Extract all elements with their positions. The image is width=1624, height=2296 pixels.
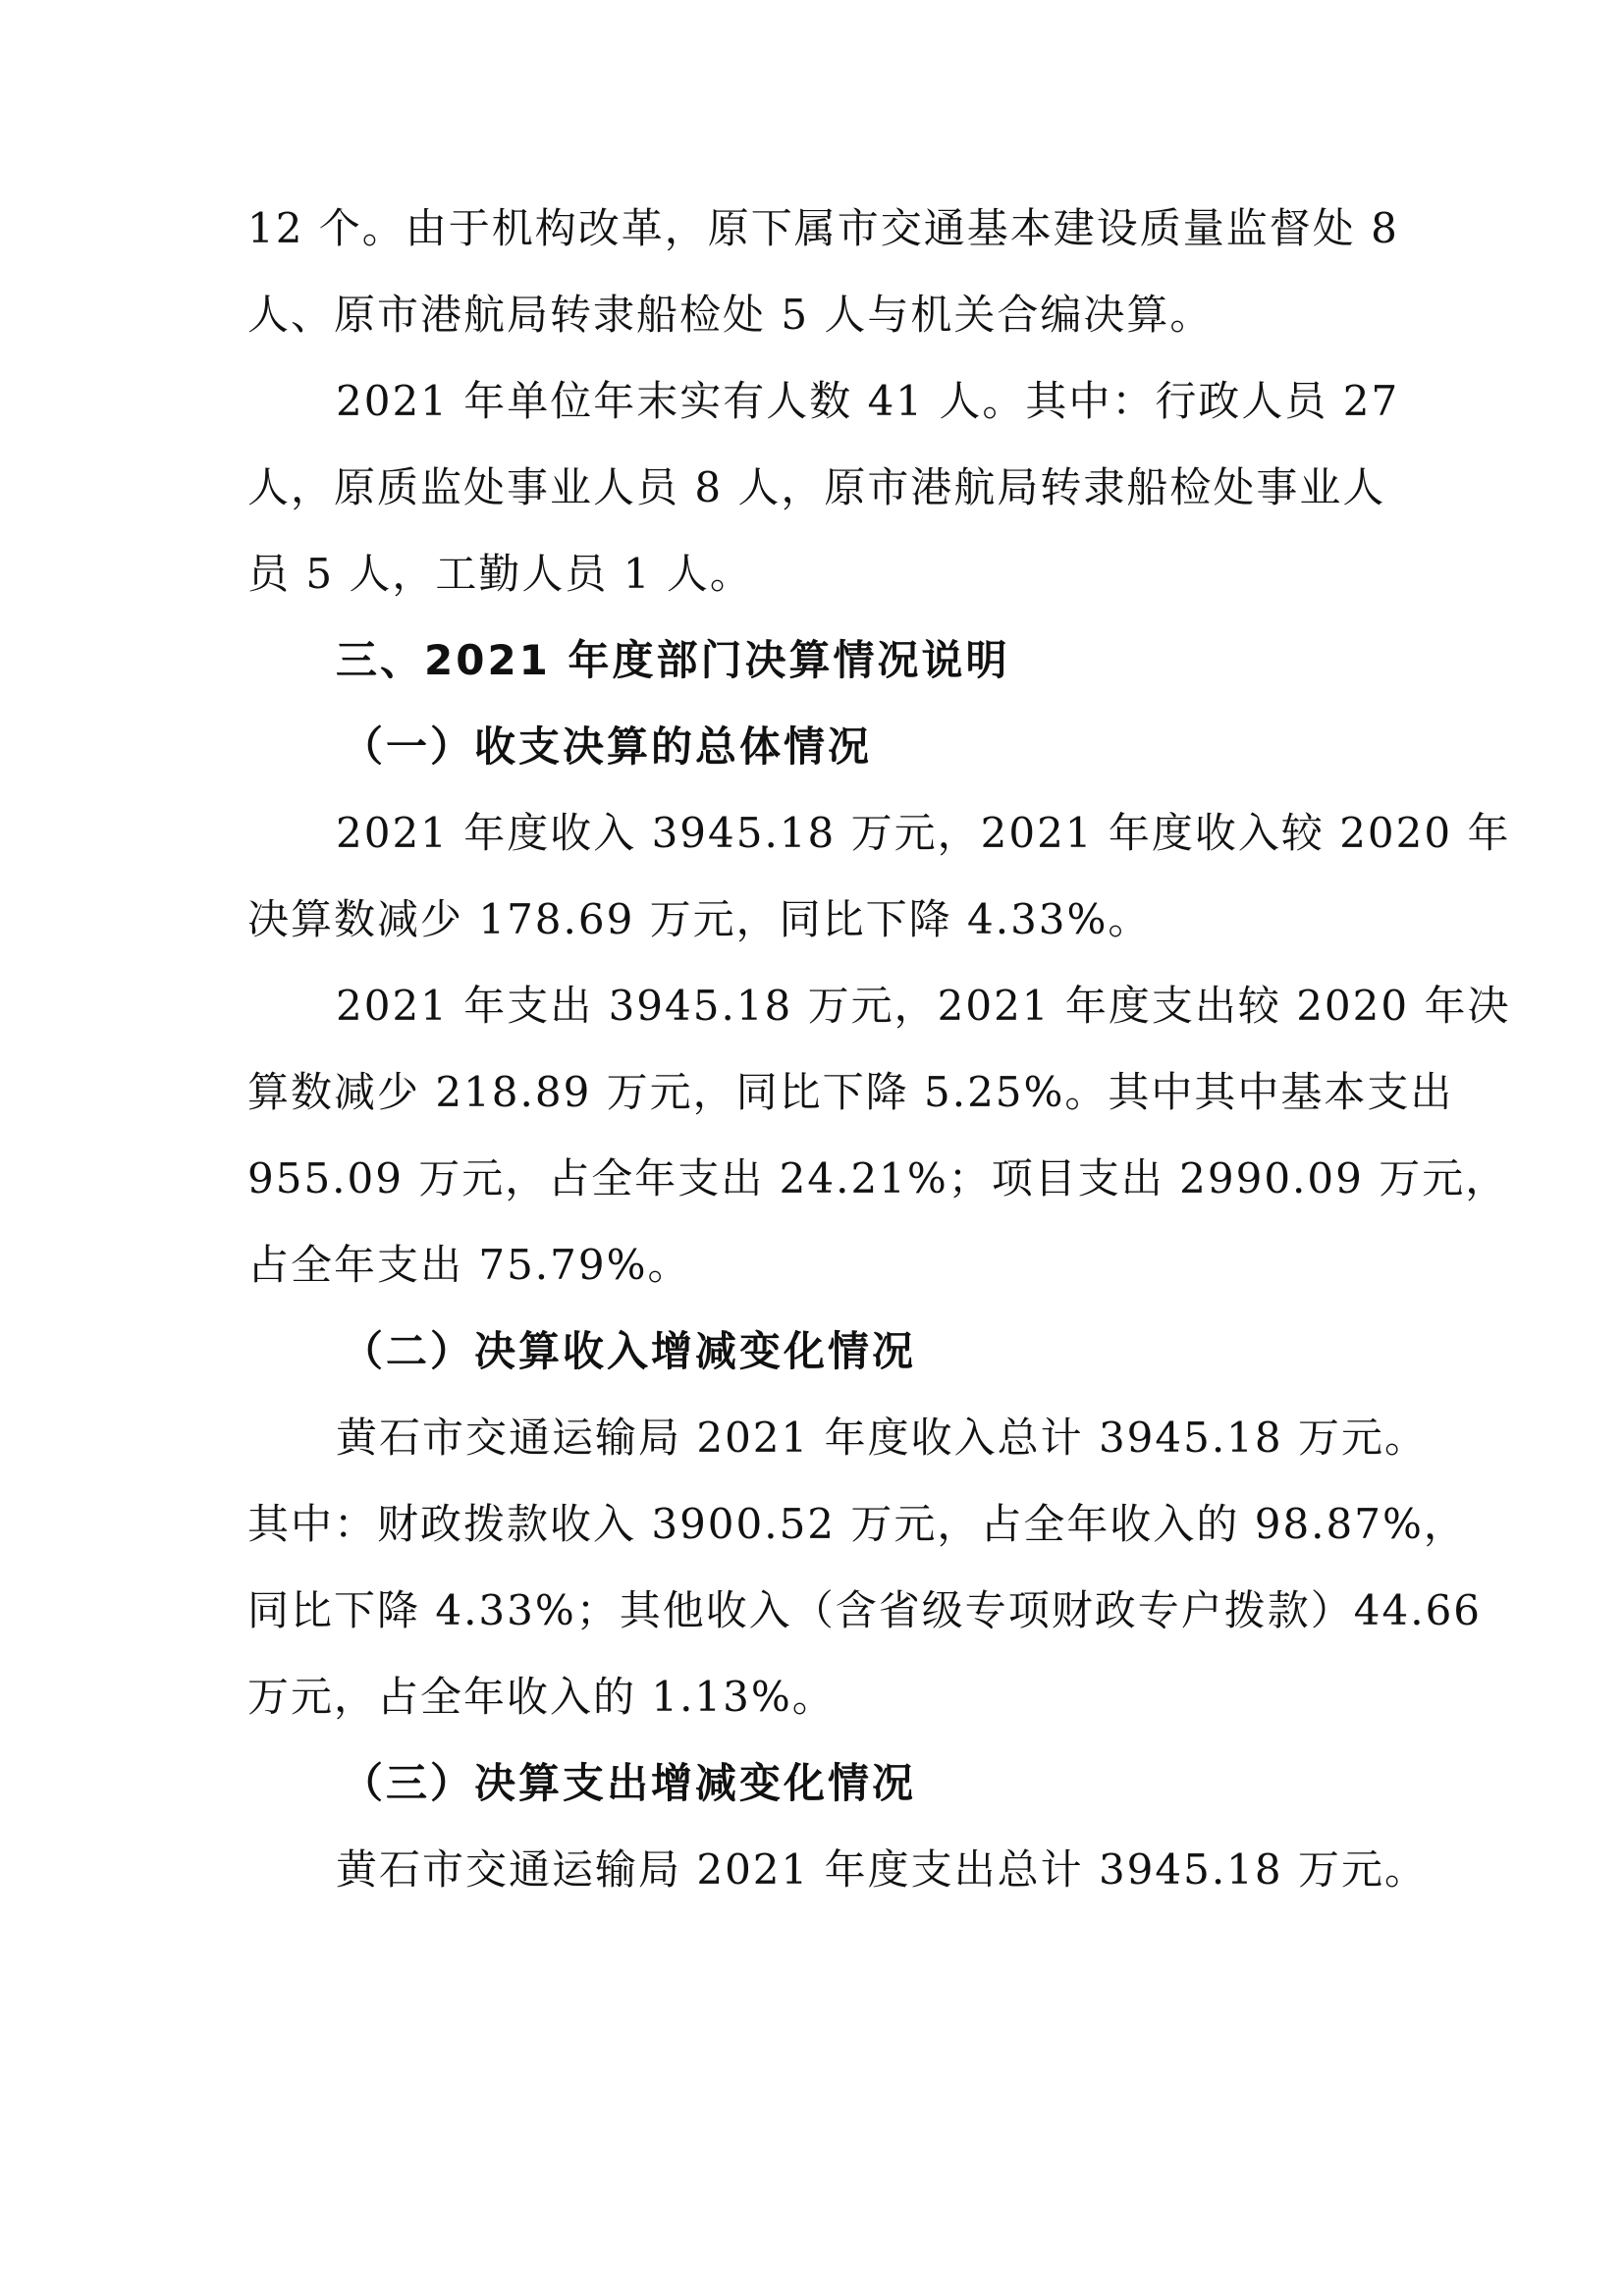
- body-text-line: 黄石市交通运输局 2021 年度收入总计 3945.18 万元。: [336, 1414, 1428, 1462]
- document-body: [247, 204, 1511, 1932]
- body-text-line: 2021 年支出 3945.18 万元，2021 年度支出较 2020 年决: [336, 982, 1511, 1030]
- body-text-line: 人，原质监处事业人员 8 人，原市港航局转隶船检处事业人: [247, 463, 1386, 511]
- subsection-heading: （二）决算收入增减变化情况: [342, 1327, 917, 1375]
- body-text-line: 2021 年度收入 3945.18 万元，2021 年度收入较 2020 年: [336, 809, 1511, 857]
- subsection-heading: （一）收支决算的总体情况: [342, 722, 873, 771]
- subsection-heading: （三）决算支出增减变化情况: [342, 1759, 917, 1807]
- body-text-line: 12 个。由于机构改革，原下属市交通基本建设质量监督处 8: [247, 204, 1399, 252]
- body-text-line: 黄石市交通运输局 2021 年度支出总计 3945.18 万元。: [336, 1845, 1428, 1894]
- body-text-line: 人、原市港航局转隶船检处 5 人与机关合编决算。: [247, 291, 1214, 339]
- body-text-line: 955.09 万元，占全年支出 24.21%；项目支出 2990.09 万元，: [247, 1154, 1509, 1202]
- body-text-line: 2021 年单位年末实有人数 41 人。其中：行政人员 27: [336, 377, 1400, 425]
- body-text-line: 占全年支出 75.79%。: [247, 1241, 691, 1289]
- body-text-line: 员 5 人，工勤人员 1 人。: [247, 550, 753, 598]
- section-heading: 三、2021 年度部门决算情况说明: [336, 636, 1010, 684]
- body-text-line: 同比下降 4.33%；其他收入（含省级专项财政专户拨款）44.66: [247, 1586, 1483, 1634]
- body-text-line: 其中：财政拨款收入 3900.52 万元，占全年收入的 98.87%，: [247, 1500, 1467, 1548]
- body-text-line: 决算数减少 178.69 万元，同比下降 4.33%。: [247, 895, 1152, 943]
- body-text-line: 算数减少 218.89 万元，同比下降 5.25%。其中其中基本支出: [247, 1068, 1454, 1116]
- body-text-line: 万元，占全年收入的 1.13%。: [247, 1673, 836, 1721]
